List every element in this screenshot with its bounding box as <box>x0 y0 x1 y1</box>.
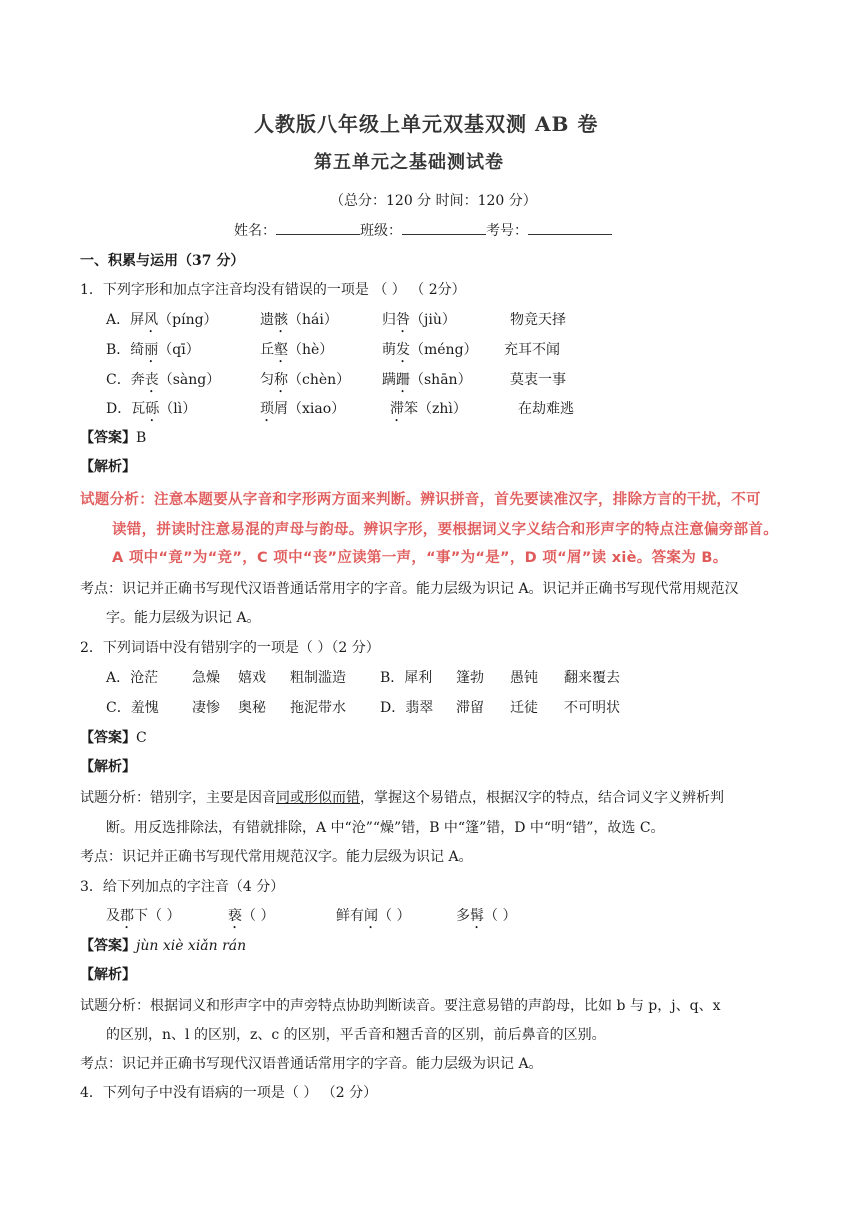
exam-no-field[interactable] <box>528 220 612 235</box>
question-1-analysis-line-2: 读错，拼读时注意易混的声母与韵母。辨识字形，要根据词义字义结合和形声字的特点注意偏旁部首。 <box>112 522 778 538</box>
student-info-line <box>234 220 612 240</box>
name-field[interactable] <box>276 220 360 235</box>
question-2-stem: 2．下列词语中没有错别字的一项是（ ）（2 分） <box>80 640 380 656</box>
question-1-analysis-label: 【解析】 <box>80 459 136 475</box>
question-2-analysis-label: 【解析】 <box>80 759 136 775</box>
question-3-analysis-label: 【解析】 <box>80 967 136 983</box>
question-3-answer: 【答案】jùn xiè xiǎn rán <box>80 938 247 954</box>
question-2-answer: 【答案】C <box>80 730 147 746</box>
section-heading: 一、积累与运用（37 分） <box>80 253 245 269</box>
question-2-analysis-line-1: 试题分析：错别字，主要是因音同或形似而错，掌握这个易错点，根据汉字的特点，结合词义字义辨析判 <box>80 790 724 806</box>
question-1-analysis-line-3: A 项中“竟”为“竞”，C 项中“丧”应读第一声，“事”为“是”，D 项“屑”读 xiè。答案为 B。 <box>112 550 728 566</box>
question-3-analysis-line-1: 试题分析：根据词义和形声字中的声旁特点协助判断读音。要注意易错的声韵母，比如 b 与 p，j、q、x <box>80 998 721 1014</box>
question-1-kaodian-line-1: 考点：识记并正确书写现代汉语普通话常用字的字音。能力层级为识记 A。识记并正确书写现代常用规范汉 <box>80 581 739 597</box>
question-1-analysis-line-1: 试题分析：注意本题要从字音和字形两方面来判断。辨识拼音，首先要读准汉字，排除方言的干扰，不可 <box>80 492 761 508</box>
question-2-analysis-line-2: 断。用反选排除法，有错就排除，A 中“沧”“燥”错，B 中“篷”错，D 中“明“错”，故选 C。 <box>106 820 665 836</box>
question-1-stem: 1．下列字形和加点字注音均没有错误的一项是 （ ） （ 2分） <box>80 282 466 298</box>
question-2-kaodian: 考点：识记并正确书写现代常用规范汉字。能力层级为识记 A。 <box>80 849 473 865</box>
question-1-answer: 【答案】B <box>80 430 147 446</box>
score-time-info: （总分：120 分 时间：120 分） <box>330 193 537 209</box>
question-3-kaodian: 考点：识记并正确书写现代汉语普通话常用字的字音。能力层级为识记 A。 <box>80 1056 543 1072</box>
page: 人教版八年级上单元双基双测 AB 卷 第五单元之基础测试卷 （总分：120 分 时间：120 分） 姓名： 班级： 考号： 一、积累与运用（37 分） 1．下列字形和加点字注音均没有错误的一项是 （ ） （ 2分） A．屏风（píng） 遗骸（hái） 归咎（jiù） 物竞天择 B．绮丽（qī） 丘壑（hè） 萌发（méng） 充耳不闻 C．奔丧（sàng） 匀称（chèn） 蹒跚（shān） 莫衷一事 D．瓦砾（lì） 琐屑（xiao） 滞笨（zhì） 在劫难逃 【答案】B 【解析】 试题分析：注意本题要从字音和字形两方面来判断。辨识拼音，首先要读准汉字，排除方言的干扰，不可 读错，拼读时注意易混的声母与韵母。辨识字形，要根据词义字义结合和形声字的特点注意偏旁部首。 A 项中“竟”为“竞”，C 项中“丧”应读第一声，“事”为“是”，D 项“屑”读 xiè。答案为 B。 考点：识记并正确书写现代汉语普通话常用字的字音。能力层级为识记 A。识记并正确书写现代常用规范汉 字。能力层级为识记 A。 2．下列词语中没有错别字的一项是（ ）（2 分） A．沧茫 急燥 嬉戏 粗制滥造 B．犀利 篷勃 愚钝 翻来覆去 C．羞愧 凄惨 奥秘 拖泥带水 D．翡翠 滞留 迁徒 不可明状 【答案】C 【解析】 试题分析：错别字，主要是因音同或形似而错，掌握这个易错点，根据汉字的特点，结合词义字义辨析判 断。用反选排除法，有错就排除，A 中“沧”“燥”错，B 中“篷”错，D 中“明“错”，故选 C。 考点：识记并正确书写现代常用规范汉字。能力层级为识记 A。 3．给下列加点的字注音（4 分） 及郡下（ ） 亵（ ） 鲜有闻（ ） 多髯（ ） 【答案】jùn xiè xiǎn rán 【解析】 试题分析：根据词义和形声字中的声旁特点协助判断读音。要注意易错的声韵母，比如 b 与 p，j、q、x 的区别，n、l 的区别，z、c 的区别，平舌音和翘舌音的区别，前后鼻音的区别。 考点：识记并正确书写现代汉语普通话常用字的字音。能力层级为识记 A。 4．下列句子中没有语病的一项是（ ） （2 分） <box>0 0 860 1216</box>
question-3-stem: 3．给下列加点的字注音（4 分） <box>80 879 285 895</box>
name-label: 姓名： <box>234 223 276 239</box>
exam-no-label: 考号： <box>486 223 528 239</box>
question-1-kaodian-line-2: 字。能力层级为识记 A。 <box>106 610 261 626</box>
document-title: 人教版八年级上单元双基双测 AB 卷 <box>254 112 599 136</box>
question-4-stem: 4．下列句子中没有语病的一项是（ ） （2 分） <box>80 1085 378 1101</box>
question-3-analysis-line-2: 的区别，n、l 的区别，z、c 的区别，平舌音和翘舌音的区别，前后鼻音的区别。 <box>106 1027 606 1043</box>
document-subtitle: 第五单元之基础测试卷 <box>314 152 504 173</box>
class-label: 班级： <box>360 223 402 239</box>
class-field[interactable] <box>402 220 486 235</box>
